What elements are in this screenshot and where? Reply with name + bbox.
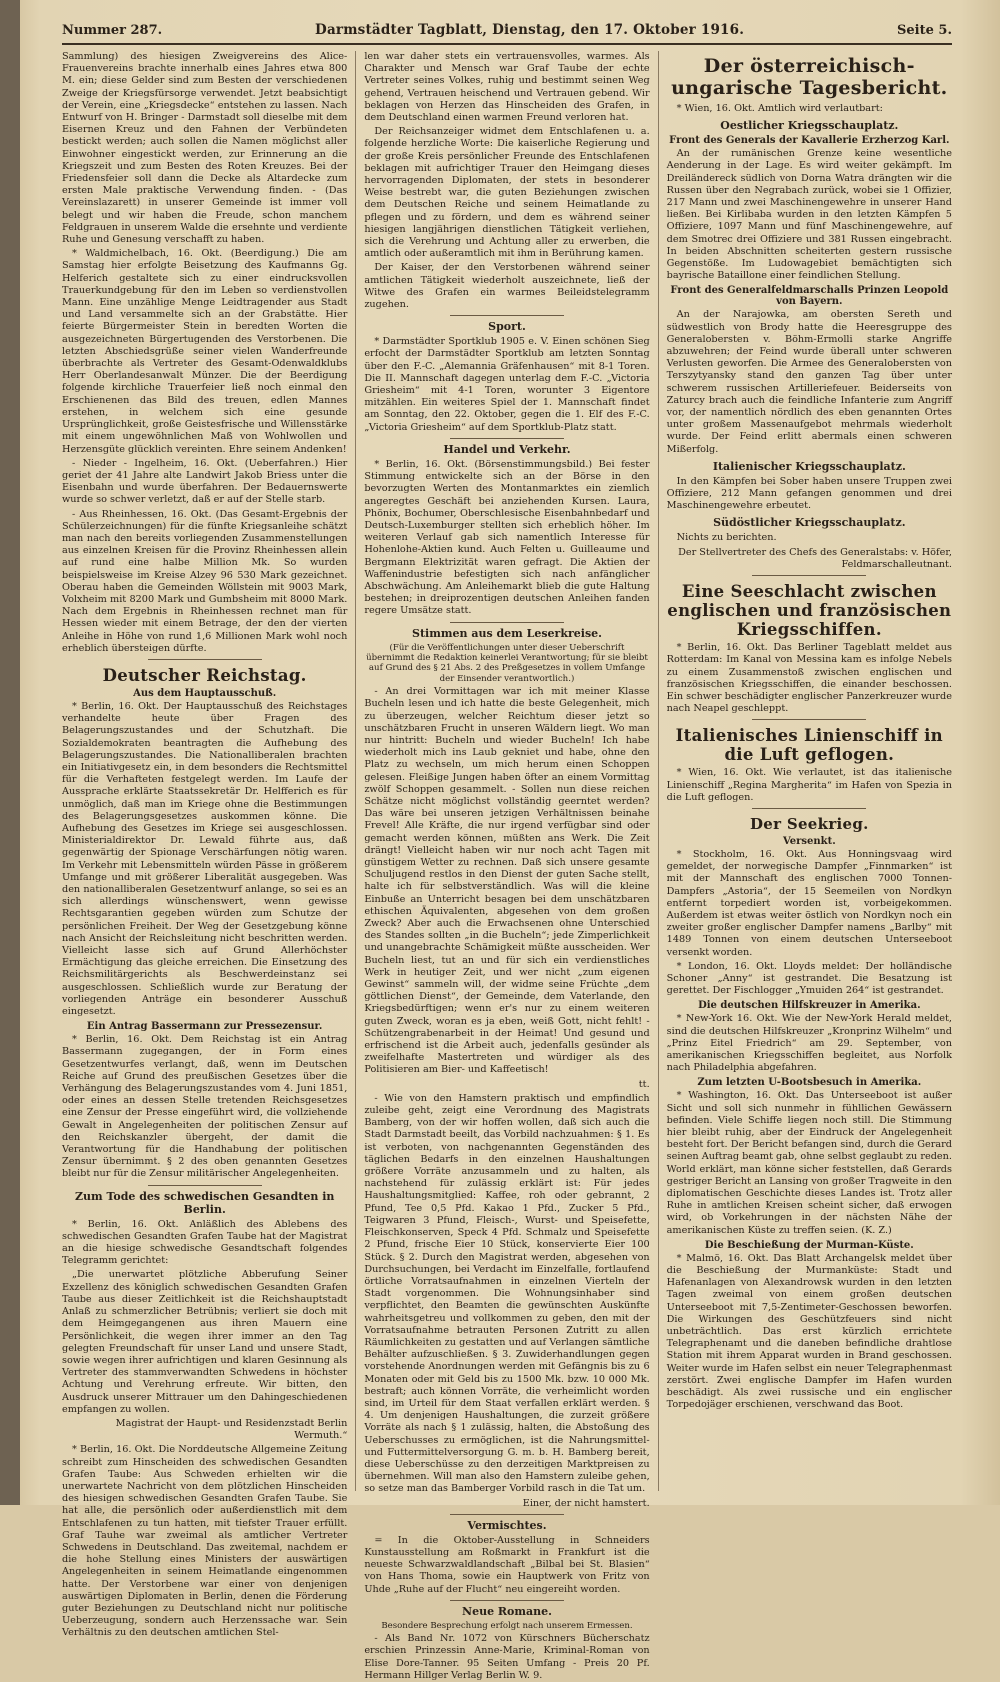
- signature: Magistrat der Haupt- und Residenzstadt Berlin Wermuth.“: [115, 1417, 348, 1442]
- article-text: In den Kämpfen bei Sober haben unsere Truppen zwei Offiziere, 212 Mann gefangen genommen und drei Maschinengewehre erbeutet.: [666, 475, 952, 512]
- newspaper-title-date: Darmstädter Tagblatt, Dienstag, den 17. Oktober 1916.: [315, 22, 745, 38]
- article-text: - Aus Rheinhessen, 16. Okt. (Das Gesamt-Ergebnis der Schülerzeichnungen) für die fünfte Kriegsanleihe schätzt man nach den bereits vorliegenden Zusammenstellungen aus einzelnen Kreisen für die Provinz Rheinhessen allein auf rund eine halbe Million Mk. So wurden beispielsweise im Kreise Alzey 96 530 Mark gezeichnet. Oberau haben die Gemeinden Wöllstein mit 9003 Mark, Volxheim mit 8200 Mark und Gumbsheim mit 8000 Mark. Nach dem Ergebnis in Rheinhessen rechnet man für Hessen wieder mit einem Betrage, der den der vierten Anleihe in Höhe von rund 1,6 Millionen Mark wohl noch erheblich übersteigen dürfte.: [62, 508, 348, 654]
- divider: [450, 315, 564, 316]
- divider: [148, 1185, 262, 1186]
- article-text: * Berlin, 16. Okt. Anläßlich des Ablebens des schwedischen Gesandten Grafen Taube hat der Magistrat an die hiesige schwedische Gesandtschaft folgendes Telegramm gerichtet:: [62, 1218, 348, 1267]
- section-heading-tagesbericht: Der österreichisch-ungarische Tagesbericht.: [671, 55, 948, 99]
- column-2: [355, 51, 657, 1681]
- article-text: Nichts zu berichten.: [676, 532, 777, 544]
- article-text: An der rumänischen Grenze keine wesentliche Aenderung in der Lage. Es wird weiter gekämpft. Im Dreiländereck südlich von Dorna Watra drängten wir die Russen über den Negrabach zurück, wobei sie 1 Offizier, 217 Mann und zwei Maschinengewehre in unserer Hand ließen. Bei Kirlibaba wurden in den letzten Kämpfen 5 Offiziere, 1097 Mann und fünf Maschinengewehre, auf dem Smotrec drei Offiziere und 381 Russen eingebracht. In beiden Abschnitten scheiterten gestern russische Gegenstöße. Im Ludowagebiet bemächtigten sich bayrische Bataillone einer feindlichen Stellung.: [666, 148, 952, 282]
- article-text: An der Narajowka, am obersten Sereth und südwestlich von Brody hatte die Heeresgruppe des Generalobersten v. Böhm-Ermolli starke Angriffe abzuwehren; der Feind wurde überall unter schweren Verlusten geworfen. Die Armee des Generalobersten von Terszytyansky stand den ganzen Tag über unter schwerem russischen Artilleriefeuer. Beiderseits von Zaturcy brach auch die feindliche Infanterie zum Angriff vor, der namentlich nördlich des eben genannten Ortes unter großem Massenaufgebot mehrmals wiederholt wurde. Der Feind erlitt abermals einen schweren Mißerfolg.: [666, 309, 952, 455]
- section-heading-stimmen: Stimmen aus dem Leserkreise.: [412, 626, 602, 640]
- divider: [450, 438, 564, 439]
- subheading: Versenkt.: [782, 835, 836, 847]
- article-text: - Wie von den Hamstern praktisch und empfindlich zuleibe geht, zeigt eine Verordnung des Magistrats Bamberg, von der wir hoffen wollen, daß sich auch die Stadt Darmstadt beeilt, das Vorbild nachzuahmen: § 1. Es ist verboten, von nachgenannten Gegenständen des täglichen Bedarfs in den einzelnen Haushaltungen größere Vorräte anzusammeln und zu halten, als nachstehend für zulässig erklärt ist: Für jedes Haushaltungsmitglied: Kaffee, roh oder gebrannt, 2 Pfund, Tee 0,5 Pfd. Kakao 1 Pfd., Zucker 5 Pfd., Teigwaren 3 Pfund, Fleisch-, Wurst- und Speisefette, Fleischkonserven, Speck 4 Pfd. Schmalz und Speisefette 2 Pfund, frische Eier 10 Stück, konservierte Eier 100 Stück. § 2. Durch den Magistrat werden, abgesehen von Durchsuchungen, bei Verdacht im Einzelfalle, fortlaufend örtliche Vorratsaufnahmen in einzelnen Vierteln der Stadt vorgenommen. Die Wohnungsinhaber sind verpflichtet, den Beamten die gewünschten Auskünfte wahrheitsgetreu und vollkommen zu geben, den mit der Vorratsaufnahme betrauten Personen Zutritt zu allen Räumlichkeiten zu gestatten und auf Verlangen sämtliche Behälter aufzuschließen. § 3. Zuwiderhandlungen gegen vorstehende Anordnungen werden mit Gefängnis bis zu 6 Monaten oder mit Geld bis zu 1500 Mk. bzw. 10 000 Mk. bestraft; auch können Vorräte, die verheimlicht worden sind, im Urteil für dem Staat verfallen erklärt werden. § 4. Um denjenigen Haushaltungen, die zurzeit größere Vorräte als nach § 1 zulässig, halten, die Abstoßung des Ueberschusses zu ermöglichen, ist die Nahrungsmittel- und Futtermittelversorgung G. m. b. H. Bamberg bereit, diese Ueberschüsse zu den derzeitigen Marktpreisen zu übernehmen. Will man also den Hamstern zuleibe gehen, so setze man das Bamberger Vorbild rasch in die Tat um.: [364, 1092, 650, 1495]
- divider: [450, 622, 564, 623]
- subheading: Front des Generalfeldmarschalls Prinzen Leopold von Bayern.: [670, 285, 949, 308]
- subheading: Italienischer Kriegsschauplatz.: [712, 459, 906, 473]
- section-heading-sport: Sport.: [488, 320, 526, 334]
- article-text: - Als Band Nr. 1072 von Kürschners Bücherschatz erschien Prinzessin Anne-Marie, Kriminal-Roman von Elise Dore-Tanner. 95 Seiten Umfang - Preis 20 Pf. Hermann Hillger Verlag Berlin W. 9.: [364, 1633, 650, 1681]
- article-text: * Berlin, 16. Okt. Die Norddeutsche Allgemeine Zeitung schreibt zum Hinscheiden des schwedischen Gesandten Grafen Taube: Aus Schweden erhielten wir die unerwartete Nachricht von dem plötzlichen Hinscheiden des hiesigen schwedischen Gesandten Grafen Taube. Sie hat alle, die persönlich oder außerdienstlich mit dem Entschlafenen zu tun hatten, mit tiefster Trauer erfüllt. Graf Tauhe war zweimal als amtlicher Vertreter Schwedens in Deutschland. Das zweitemal, nachdem er die hohe Stellung eines Ministers der auswärtigen Angelegenheiten in seinem Heimatlande eingenommen hatte. Der Verstorbene war einer von denjenigen auswärtigen Diplomaten in Berlin, denen die Förderung guter Beziehungen zu Deutschland nicht nur politische Ueberzeugung, sondern auch Herzenssache war. Sein Verhältnis zu den deutschen amtlichen Stel-: [62, 1444, 348, 1639]
- subheading: Die deutschen Hilfskreuzer in Amerika.: [698, 1000, 921, 1012]
- divider: [752, 719, 866, 720]
- article-text: * Washington, 16. Okt. Das Unterseeboot ist außer Sicht und soll sich nunmehr in fühllichen Gewässern befinden. Viele Schiffe liegen noch still. Die Stimmung hier bleibt ruhig, aber der Eindruck der Angelegenheit besteht fort. Der Bericht befangen sind, durch die Gerard seinen Auftrag beamt gab, ohne selbst geglaubt zu reden. World erklärt, man könne sicher feststellen, daß Gerards gestriger Bericht an Lansing von großer Tragweite in den diplomatischen Geschichte dieses Landes ist. Trotz aller Ruhe in amtlichen Kreisen scheint sicher, daß erwogen wird, ob Vorkehrungen in der nächsten Nähe der amerikanischen Küste zu treffen seien. (K. Z.): [666, 1090, 952, 1236]
- article-text: * Malmö, 16. Okt. Das Blatt Archangelsk meldet über die Beschießung der Murmanküste: Stadt und Hafenanlagen von Alexandrowsk wurden in den letzten Tagen zweimal von einem großen deutschen Unterseeboot mit 7,5-Zentimeter-Geschossen beworfen. Die Wirkungen des Geschützfeuers sind nicht unbeträchtlich. Das erst kürzlich errichtete Telegraphenamt und die daneben befindliche drahtlose Station mit ihrem Apparat wurden in Brand geschossen. Weiter wurde im Hafen selbst ein neuer Telegraphenmast zerstört. Zwei englische Dampfer im Hafen wurden beschädigt. Als zwei russische und ein englischer Torpedojäger erschienen, verschwand das Boot.: [666, 1252, 952, 1411]
- signature: Einer, der nicht hamstert.: [522, 1497, 650, 1509]
- divider: [450, 1600, 564, 1601]
- section-heading-linienschiff: Italienisches Linienschiff in die Luft geflogen.: [675, 726, 943, 765]
- section-heading-romane: Neue Romane.: [462, 1604, 552, 1618]
- article-text: „Die unerwartet plötzliche Abberufung Seiner Exzellenz des königlich schwedischen Gesandten Grafen Taube aus dieser Zeitlichkeit ist die Reichshauptstadt Anlaß zu schmerzlicher Betrübnis; verliert sie doch mit dem Heimgegangenen aus ihren Mauern eine Persönlichkeit, die wegen ihrer immer an den Tag gelegten Freundschaft für unser Land und unsere Stadt, sowie wegen ihrer aufrichtigen und klaren Gesinnung als Vertreter des stammverwandten Schwedens in höchster Achtung und Verehrung erfreute. Wir bitten, den Ausdruck unserer Mittrauer um den Dahingeschiedenen empfangen zu wollen.: [62, 1269, 348, 1415]
- section-heading-handel: Handel und Verkehr.: [443, 442, 571, 456]
- section-heading-vermischtes: Vermischtes.: [467, 1518, 547, 1532]
- issue-number: Nummer 287.: [62, 23, 163, 38]
- subheading: Die Beschießung der Murman-Küste.: [704, 1239, 914, 1251]
- article-text: * Berlin, 16. Okt. Dem Reichstag ist ein Antrag Bassermann zugegangen, der in Form eines Gesetzentwurfes verlangt, daß, wenn im Deutschen Reiche auf Grund des preußischen Gesetzes über die Verhängung des Belagerungszustandes vom 4. Juni 1851, oder eines an dessen Stelle tretenden Reichsgesetzes eine Zensur der Presse eingeführt wird, die vollziehende Gewalt in Angelegenheiten der politischen Zensur auf den Reichskanzler übergeht, der damit die Verantwortung für die Handhabung der politischen Zensur übernimmt. § 2 des oben genannten Gesetzes bleibt nur für die Zensur militärischer Angelegenheiten.: [62, 1034, 348, 1180]
- column-1: [62, 51, 355, 1639]
- article-text: * Stockholm, 16. Okt. Aus Honningsvaag wird gemeldet, der norwegische Dampfer „Finnmarken“ ist mit der Mannschaft des englischen 7000 Tonnen-Dampfers „Astoria“, der 15 Seemeilen von Nordkyn entfernt torpediert worden ist, vorbeigekommen. Außerdem ist etwas weiter östlich von Nordkyn noch ein zweiter großer englischer Dampfer namens „Barlby“ mit 1489 Tonnen von einem deutschen Unterseeboot versenkt worden.: [666, 848, 952, 958]
- article-text: len war daher stets ein vertrauensvolles, warmes. Als Charakter und Mensch war Graf Taube der echte Vertreter seines Volkes, ruhig und bestimmt seinen Weg gehend, Vertrauen heischend und Vertrauen gebend. Wir beklagen von Herzen das Hinscheiden des Grafen, in dem Deutschland einen warmen Freund verloren hat.: [364, 51, 650, 124]
- section-heading-seeschlacht: Eine Seeschlacht zwischen englischen und französischen Kriegsschiffen.: [667, 582, 952, 640]
- article-text: * New-York 16. Okt. Wie der New-York Herald meldet, sind die deutschen Hilfskreuzer „Kronprinz Wilhelm“ und „Prinz Eitel Friedrich“ am 29. September, von amerikanischen Kriegsschiffen begleitet, aus Norfolk nach Philadelphia abgefahren.: [666, 1013, 952, 1074]
- subheading-note: Besondere Besprechung erfolgt nach unserem Ermessen.: [381, 1620, 633, 1631]
- signature: Der Stellvertreter des Chefs des Generalstabs: v. Höfer, Feldmarschalleutnant.: [678, 546, 952, 570]
- divider: [450, 1514, 564, 1515]
- subheading: Oestlicher Kriegsschauplatz.: [720, 119, 899, 133]
- article-text: - Nieder - Ingelheim, 16. Okt. (Ueberfahren.) Hier geriet der 41 Jahre alte Landwirt Jakob Briess unter die Eisenbahn und wurde überfahren. Der Bedauernswerte wurde so schwer verletzt, daß er auf der Stelle starb.: [62, 457, 348, 506]
- article-text: * Berlin, 16. Okt. (Börsenstimmungsbild.) Bei fester Stimmung entwickelte sich an der Börse in den bevorzugten Werten des Montanmarktes ein ziemlich angeregtes Geschäft bei anziehenden Kursen. Laura, Phönix, Bochumer, Oberschlesische Eisenbahnbedarf und Deutsch-Luxemburger stellten sich erheblich höher. Im weiteren Verlauf gab sich namentlich Interesse für Hohenlohe-Aktien kund. Auch Felten u. Guilleaume und Bergmann Elektrizität waren gefragt. Die Aktien der Waffenindustrie befestigten sich nach anfänglicher Abschwächung. Am Anleihemarkt blieb die gute Haltung bestehen; in dreiprozentigen deutschen Anleihen fanden regere Umsätze statt.: [364, 458, 650, 617]
- article-text: * Wien, 16. Okt. Amtlich wird verlautbart:: [676, 103, 883, 114]
- article-text: * Wien, 16. Okt. Wie verlautet, ist das italienische Linienschiff „Regina Margherita“ im Hafen von Spezia in die Luft geflogen.: [666, 767, 952, 803]
- divider: [752, 808, 866, 809]
- article-text: - An drei Vormittagen war ich mit meiner Klasse Bucheln lesen und ich hatte die beste Gelegenheit, mich zu überzeugen, welcher Reichtum dieser jetzt so unschätzbaren Frucht in unseren Wäldern liegt. Wo man nur hintritt: Bucheln und wieder Bucheln! Ich habe wiederholt mich ins Laub gekniet und habe, ohne den Platz zu wechseln, um mich herum einen Schoppen gelesen. Fleißige Jungen haben öfter an einem Vormittag zwölf Schoppen gesammelt. - Sollen nun diese reichen Schätze nicht möglichst vollständig geerntet werden? Das wäre bei unseren jetzigen Verhältnissen beinahe Frevel! Alle Kräfte, die nur irgend verfügbar sind oder gemacht werden können, müßten ans Werk. Die Zeit drängt! Vielleicht haben wir nur noch acht Tagen mit günstigem Wetter zu rechnen. Daß sich unsere gesamte Schuljugend restlos in den Dienst der guten Sache stellt, halte ich für selbstverständlich. Was will die kleine Einbuße an Unterricht besagen bei dem unschätzbaren ethischen Äquivalenten, abgesehen von dem großen Zweck? Aber auch die Erwachsenen ohne Unterschied des Standes sollten „in die Bucheln“; jede Zimperlichkeit und unangebrachte Schämigkeit müßte ausscheiden. Wer Bucheln liest, tut an und für sich ein verdienstliches Werk in heutiger Zeit, und wer nicht „zum eigenen Gewinst“ sammeln will, der widme seine Früchte „dem göttlichen Dienst“, der Gemeinde, dem Vaterlande, den Kriegsbedürftigen; wenn er's nur zu einem weiteren guten Zweck, woran es ja eben, weiß Gott, nicht fehlt! - Schützengrabenarbeit in der Heimat! Und gesund und erfrischend ist die Arbeit auch, jedenfalls gesünder als zweifelhafte Mastertreten und würdiger als des Politisieren am Bier- und Kaffeetisch!: [364, 686, 650, 1076]
- columns: [62, 51, 952, 1681]
- subheading: Ein Antrag Bassermann zur Pressezensur.: [86, 1021, 323, 1033]
- article-text: * London, 16. Okt. Lloyds meldet: Der holländische Schoner „Anny“ ist gestrandet. Die Besatzung ist gerettet. Der Fischlogger „Ymuiden 264“ ist gestrandet.: [666, 960, 952, 997]
- column-3: [658, 51, 952, 1491]
- article-text: * Waldmichelbach, 16. Okt. (Beerdigung.) Die am Samstag hier erfolgte Beisetzung des Kaufmanns Gg. Helferich gestaltete sich zu einer eindrucksvollen Trauerkundgebung für den im Leben so verdienstvollen Mann. Eine unzählige Menge Leidtragender aus Stadt und Land versammelte sich an der Grabstätte. Hier feierte Bürgermeister Stein in beredten Worten die ausgezeichneten Bürgertugenden des Verstorbenen. Die letzten Abschiedsgrüße seiner vielen Wanderfreunde überbrachte als Vertreter des Gesamt-Odenwaldklubs Herr Oberlandesanwalt Münzer. Die der Beerdigung folgende kirchliche Trauerfeier ließ noch einmal den Erschienenen das Bild des treuen, edlen Mannes erstehen, in welchem sich eine gesunde Ursprünglichkeit, große Geistesfrische und Willensstärke mit einem ungewöhnlichen Maß von Wohlwollen und Herzensgüte glücklich vereinten. Ehre seinem Andenken!: [62, 248, 348, 455]
- article-text: Der Reichsanzeiger widmet dem Entschlafenen u. a. folgende herzliche Worte: Die kaiserliche Regierung und der große Kreis persönlicher Freunde des Entschlafenen beklagen mit aufrichtiger Trauer den Heimgang dieses hervorragenden Diplomaten, der stets in besonderer Weise bestrebt war, die guten Beziehungen zwischen dem Deutschen Reiche und seinem Heimatlande zu pflegen und zu fördern, und dem es während seiner hiesigen langjährigen dienstlichen Tätigkeit verliehen, sich die Verehrung und Achtung aller zu erwerben, die amtlich oder außeramtlich mit ihm in Berührung kamen.: [364, 126, 650, 260]
- section-heading-reichstag: Deutscher Reichstag.: [102, 665, 307, 685]
- masthead: [62, 22, 952, 45]
- section-heading-tode: Zum Tode des schwedischen Gesandten in Berlin.: [74, 1189, 335, 1216]
- subheading: Zum letzten U-Bootsbesuch in Amerika.: [697, 1077, 922, 1089]
- article-text: Der Kaiser, der den Verstorbenen während seiner amtlichen Tätigkeit wiederholt auszeichnete, ließ der Witwe des Grafen ein warmes Beileidstelegramm zugehen.: [364, 262, 650, 311]
- subheading: Aus dem Hauptausschuß.: [133, 687, 277, 699]
- editorial-note: (Für die Veröffentlichungen unter dieser Ueberschrift übernimmt die Redaktion keinerlei Verantwortung; für sie bleibt auf Grund des § 21 Abs. 2 des Preßgesetzes in vollem Umfange der Einsender verantwortlich.): [366, 642, 648, 684]
- binding-edge: [0, 0, 20, 1505]
- article-text: Sammlung) des hiesigen Zweigvereins des Alice-Frauenvereins brachte innerhalb eines Jahres etwa 800 M. ein; diese Gelder sind zum Besten der verschiedenen Zweige der Kriegsfürsorge verwendet. Jetzt beabsichtigt der Verein, eine „Kriegsdecke“ entstehen zu lassen. Nach Entwurf von H. Bringer - Darmstadt soll dieselbe mit dem Eisernen Kreuz und den Fahnen der Verbündeten bestickt werden; auch sollen die Namen möglichst aller Einwohner eingestickt werden, zur Erinnerung an die Kriegszeit und zum Besten des Roten Kreuzes. Bei der Friedensfeier soll dann die Decke als Altardecke zum ersten Male praktische Verwendung finden. - (Das Vereinslazarett) in unserer Gemeinde ist immer voll belegt und wir haben die Freude, schon manchem Feldgrauen in unserem Walde die ersehnte und verdiente Ruhe und Genesung verschafft zu haben.: [62, 51, 348, 246]
- article-text: * Darmstädter Sportklub 1905 e. V. Einen schönen Sieg erfocht der Darmstädter Sportklub am letzten Sonntag über den F.-C. „Alemannia Gräfenhausen“ mit 8-1 Toren. Die II. Mannschaft dagegen unterlag dem F.-C. „Victoria Griesheim“ mit 4-1 Toren, worunter 3 Eigentore mitzählen. Ein weiteres Spiel der 1. Mannschaft findet am Sonntag, den 22. Oktober, gegen die 1. Elf des F.-C. „Victoria Griesheim“ auf dem Sportklub-Platz statt.: [364, 336, 650, 433]
- subheading: Südöstlicher Kriegsschauplatz.: [713, 516, 906, 530]
- divider: [752, 575, 866, 576]
- article-text: = In die Oktober-Ausstellung in Schneiders Kunstausstellung am Roßmarkt in Frankfurt ist die neueste Schwarzwaldlandschaft „Bilbal bei St. Blasien“ von Hans Thoma, sowie ein Hauptwerk von Fritz von Uhde „Ruhe auf der Flucht“ neu eingereiht worden.: [364, 1534, 650, 1595]
- page-number: Seite 5.: [897, 23, 952, 38]
- article-text: * Berlin, 16. Okt. Das Berliner Tageblatt meldet aus Rotterdam: Im Kanal von Messina kam es infolge Nebels zu einem Zusammenstoß zwischen englischen und französischen Kriegsschiffen, die einander beschossen. Ein schwer beschädigter englischer Panzerkreuzer wurde nach Neapel geschleppt.: [666, 642, 952, 715]
- article-text: * Berlin, 16. Okt. Der Hauptausschuß des Reichstages verhandelte heute über Fragen des Belagerungszustandes und der Schutzhaft. Die Sozialdemokraten beantragten die Aufhebung des Belagerungszustandes. Die Nationalliberalen brachten ein Initiativgesetz ein, in dem besonders die Rechtsmittel für die Verhafteten festgelegt werden. Im Laufe der Aussprache erklärte Staatssekretär Dr. Helfferich es für unmöglich, daß man im Kriege ohne die Bestimmungen des Belagerungsgesetzes auskommen könne. Die Aufhebung des Gesetzes im Kriege sei ausgeschlossen. Ministerialdirektor Dr. Lewald führte aus, daß gegenwärtig der Spionage Verschärfungen nötig waren. Im Verkehr mit Lebensmitteln würden Pässe in größerem Umfange und mit größerer Liberalität ausgegeben. Was den nationalliberalen Gesetzentwurf anlange, so sei es an sich allerdings wünschenswert, wenn gewisse Rechtsgarantien gegeben würden zum Schutze der persönlichen Freiheit. Der Weg der Gesetzgebung könne nach Ansicht der Reichsleitung nicht beschritten werden. Vielleicht lasse sich auf Grund Allerhöchster Ermächtigung das gleiche erreichen. Die Einsetzung des Reichsmilitärgerichts als Beschwerdeinstanz sei ausgeschlossen. Schließlich wurde zur Beratung der vorliegenden Anträge ein besonderer Ausschuß eingesetzt.: [62, 700, 348, 1018]
- signature: tt.: [638, 1078, 650, 1090]
- section-heading-seekrieg: Der Seekrieg.: [749, 814, 869, 833]
- subheading: Front des Generals der Kavallerie Erzherzog Karl.: [669, 135, 950, 147]
- divider: [148, 659, 262, 660]
